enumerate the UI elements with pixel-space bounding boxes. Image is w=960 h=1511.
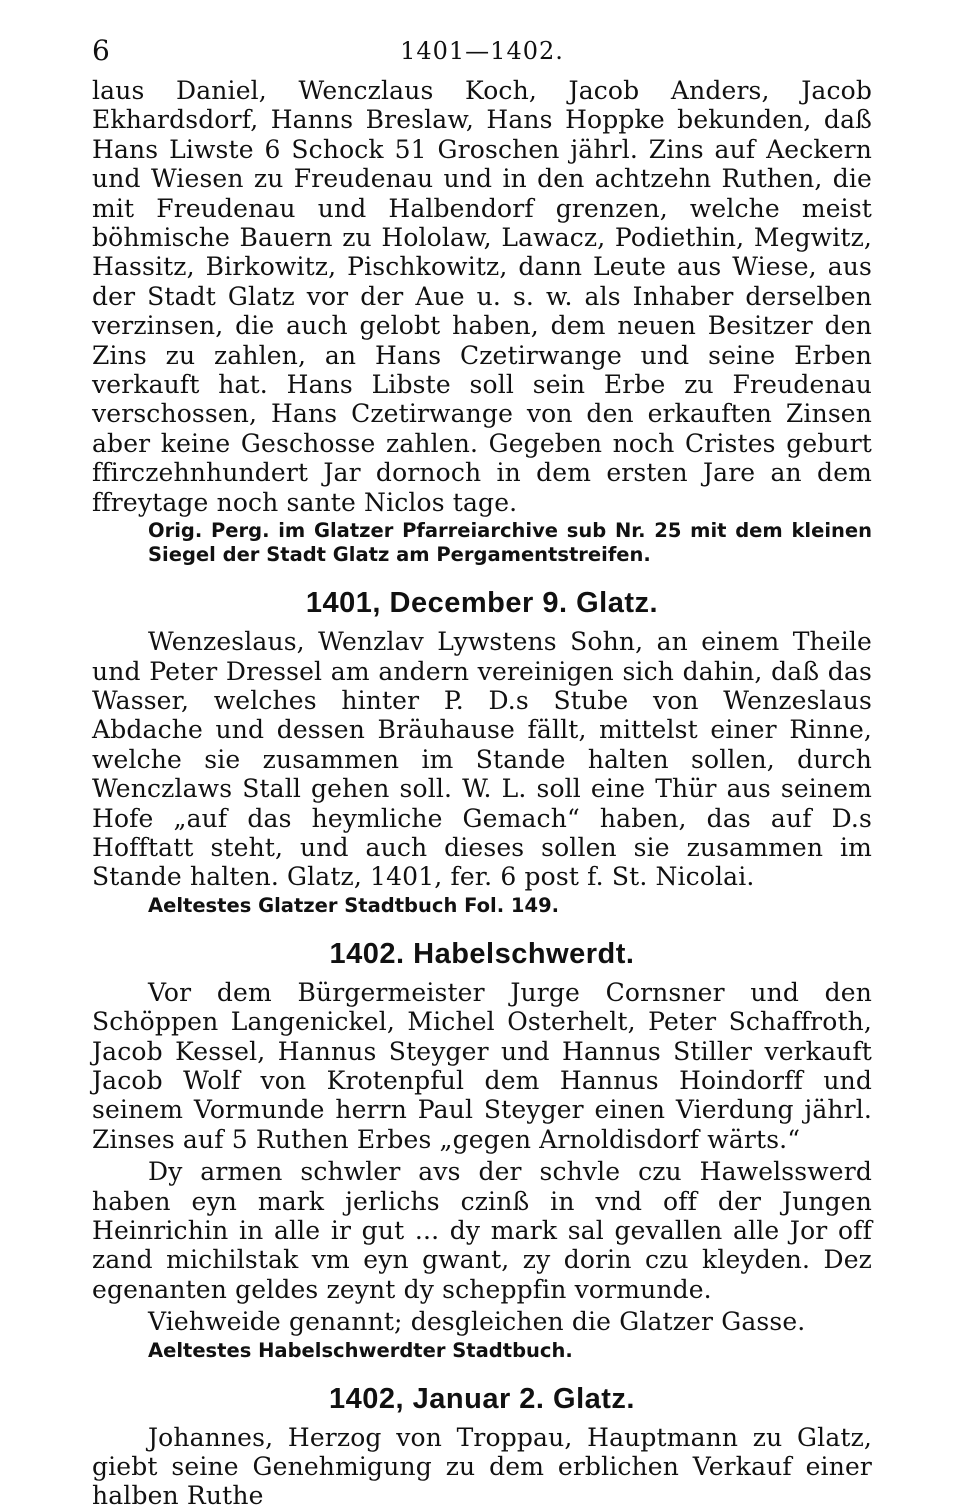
running-head: 1401—1402. (400, 37, 564, 65)
entry-1402-habelschwerdt-source: Aeltestes Habelschwerdter Stadtbuch. (148, 1338, 573, 1362)
entry-1402-habelschwerdt-body-2: Dy armen schwler avs der schvle czu Hawelsswerd haben eyn mark jerlichs czinß in vnd off der Jungen Heinrichin in alle ir gut ... dy mark sal gevallen alle Jor off zand michilstak vm eyn gwant, zy dorin czu kleyden. Dez egenanten geldes zeynt dy scheppfin vormunde. (92, 1157, 872, 1304)
entry-heading-1401-december-9: 1401, December 9. Glatz. (305, 587, 659, 620)
document-page (92, 34, 872, 1511)
entry-1402-habelschwerdt-body-1: Vor dem Bürgermeister Jurge Cornsner und den Schöppen Langenickel, Michel Osterhelt, Peter Schaffroth, Jacob Kessel, Hannus Steyger und Hannus Stiller verkauft Jacob Wolf von Krotenpful dem Hannus Hoindorff und seinem Vormunde herrn Paul Steyger einen Vierdung jährl. Zinses auf 5 Ruthen Erbes „gegen Arnoldisdorf wärts.“ (92, 977, 872, 1154)
entry-heading-1402-habelschwerdt: 1402. Habelschwerdt. (329, 937, 635, 970)
page-header (92, 34, 872, 76)
entry-heading-1402-januar-2: 1402, Januar 2. Glatz. (329, 1382, 635, 1415)
entry-1401-december-9-body: Wenzeslaus, Wenzlav Lywstens Sohn, an einem Theile und Peter Dressel am andern vereinigen sich dahin, daß das Wasser, welches hinter P. D.s Stube von Wenzeslaus Abdache und dessen Bräuhause fällt, mittelst einer Rinne, welche sie zusammen im Stande halten sollen, durch Wenczlaws Stall gehen soll. W. L. soll eine Thür aus seinem Hofe „auf das heymliche Gemach“ haben, das auf D.s Hofftatt steht, und auch dieses sollen sie zusammen im Stande halten. Glatz, 1401, fer. 6 post f. St. Nicolai. (92, 627, 872, 892)
entry-1402-habelschwerdt-body-3: Viehweide genannt; desgleichen die Glatzer Gasse. (148, 1307, 806, 1337)
page-number: 6 (92, 34, 110, 67)
entry-1401-continuation: laus Daniel, Wenczlaus Koch, Jacob Anders, Jacob Ekhardsdorf, Hanns Breslaw, Hans Hoppke bekunden, daß Hans Liwste 6 Schock 51 Groschen jährl. Zins auf Aeckern und Wiesen zu Freudenau und in den achtzehn Ruthen, die mit Freudenau und Halbendorf grenzen, welche meist böhmische Bauern zu Hololaw, Lawacz, Podiethin, Megwitz, Hassitz, Birkowitz, Pischkowitz, dann Leute aus Wiese, aus der Stadt Glatz vor der Aue u. s. w. als Inhaber derselben verzinsen, die auch gelobt haben, dem neuen Besitzer den Zins zu zahlen, an Hans Czetirwange und seine Erben verkauft hat. Hans Libste soll sein Erbe zu Freudenau verschossen, Hans Czetirwange von den erkauften Zinsen aber keine Geschosse zahlen. Gegeben noch Cristes geburt ffirczehnhundert Jar dornoch in dem ersten Jare an dem ffreytage noch sante Niclos tage. (92, 76, 872, 517)
entry-1401-december-9-source: Aeltestes Glatzer Stadtbuch Fol. 149. (148, 893, 560, 917)
entry-1402-januar-2-body: Johannes, Herzog von Troppau, Hauptmann zu Glatz, giebt seine Genehmigung zu dem erblichen Verkauf einer halben Ruthe (92, 1422, 872, 1511)
entry-1401-source: Orig. Perg. im Glatzer Pfarreiarchive sub Nr. 25 mit dem kleinen Siegel der Stadt Glatz am Pergamentstreifen. (148, 519, 872, 567)
